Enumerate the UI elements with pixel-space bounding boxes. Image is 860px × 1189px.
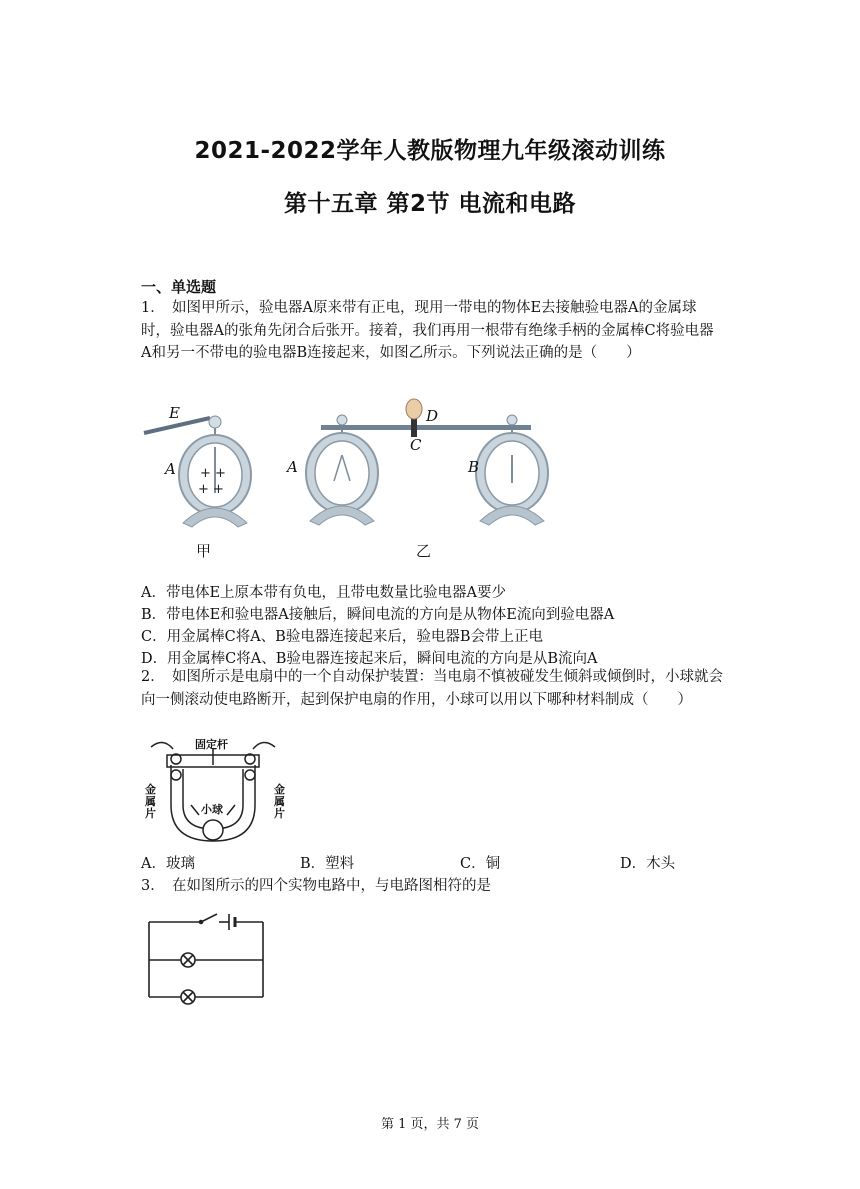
label-metal-left: 金属片 (145, 783, 156, 820)
label-a-jia: A (165, 460, 176, 478)
question-3-stem: 3． 在如图所示的四个实物电路中，与电路图相符的是 (141, 878, 491, 894)
label-fixed-rod: 固定杆 (195, 738, 228, 751)
q2-option-b: B．塑料 (300, 856, 355, 872)
document-subtitle: 第十五章 第2节 电流和电路 (283, 191, 577, 217)
label-e: E (169, 404, 180, 422)
label-a-yi: A (287, 458, 298, 476)
question-1-stem: 1． 如图甲所示，验电器A原来带有正电，现用一带电的物体E去接触验电器A的金属球时，验电器A的张角先闭合后张开。接着，我们再用一根带有绝缘手柄的金属棒C将验电器A和另一不带电的验电器B连接起来，如图乙所示。下列说法正确的是（ ） (141, 300, 714, 361)
electroscope-a-yi (306, 415, 378, 525)
q2-option-a: A．玻璃 (141, 856, 195, 872)
label-c: C (410, 436, 422, 454)
circuit-diagram (143, 905, 271, 1005)
switch-icon (201, 914, 217, 922)
q1-option-d: D．用金属棒C将A、B验电器连接起来后，瞬间电流的方向是从B流向A (141, 651, 598, 667)
q1-option-b: B．带电体E和验电器A接触后，瞬间电流的方向是从物体E流向到验电器A (141, 607, 615, 623)
electroscope-figure (138, 385, 558, 535)
label-ball: 小球 (201, 803, 223, 816)
plus-sign: + + (198, 482, 224, 497)
q1-option-a: A．带电体E上原本带有负电，且带电数量比验电器A要少 (141, 585, 507, 601)
metal-rod-c (321, 425, 531, 430)
q2-option-d: D．木头 (620, 856, 676, 872)
section-heading: 一、单选题 (141, 278, 217, 296)
label-b-yi: B (468, 458, 480, 476)
document-title: 2021-2022学年人教版物理九年级滚动训练 (194, 138, 666, 164)
label-d: D (426, 407, 439, 425)
q2-option-c: C．铜 (460, 856, 501, 872)
q1-option-c: C．用金属棒C将A、B验电器连接起来后，验电器B会带上正电 (141, 629, 543, 645)
electroscope-a-jia (144, 416, 251, 527)
electroscope-b-yi (476, 415, 548, 525)
plus-sign: + + (200, 466, 226, 481)
hand-icon (406, 399, 422, 419)
question-2-stem: 2． 如图所示是电扇中的一个自动保护装置：当电扇不慎被碰发生倾斜或倾倒时，小球就会向一侧滚动使电路断开，起到保护电扇的作用，小球可以用以下哪种材料制成（ ） (141, 669, 723, 708)
label-yi: 乙 (416, 542, 432, 560)
label-metal-right: 金属片 (274, 783, 285, 820)
label-jia: 甲 (196, 542, 212, 560)
page-footer: 第 1 页，共 7 页 (380, 1117, 480, 1132)
